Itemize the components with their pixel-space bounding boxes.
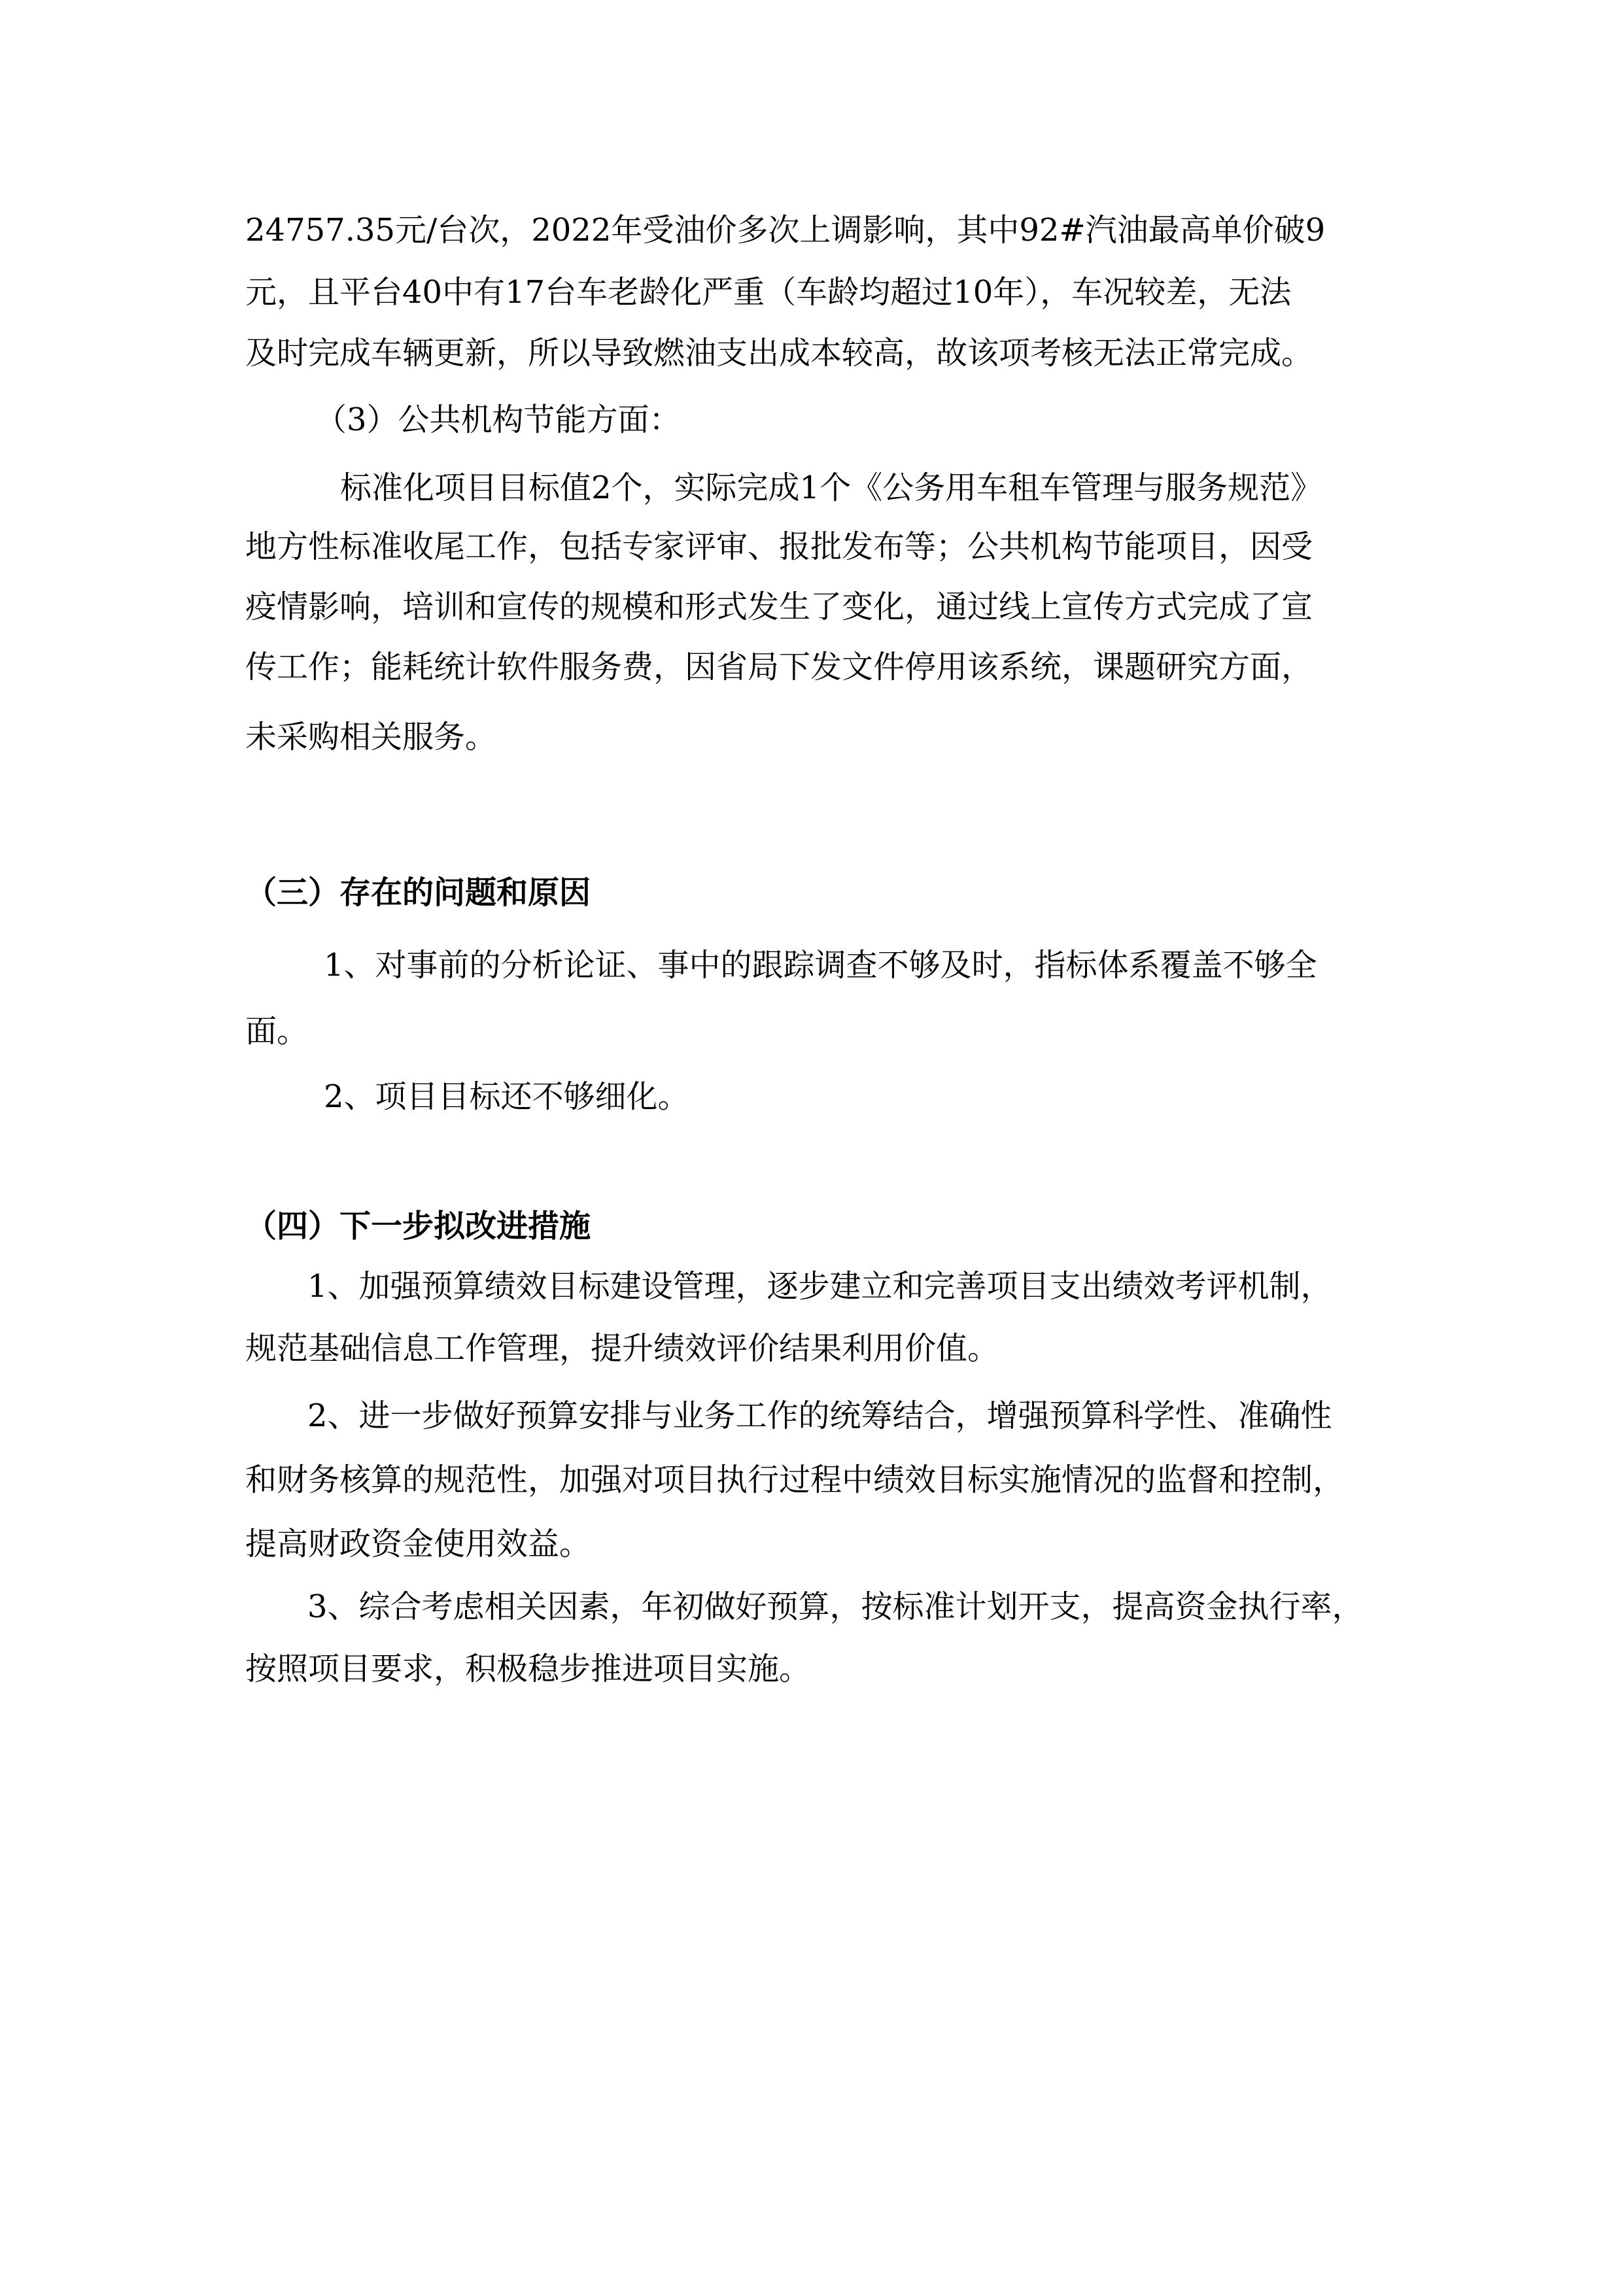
subsection-3-line-2: 地方性标准收尾工作，包括专家评审、报批发布等；公共机构节能项目，因受 bbox=[245, 528, 1313, 565]
section-3-item-2: 2、项目目标还不够细化。 bbox=[324, 1078, 689, 1115]
continuation-line-2: 元，且平台40中有17台车老龄化严重（车龄均超过10年），车况较差，无法 bbox=[245, 274, 1292, 311]
continuation-line-1: 24757.35元/台次，2022年受油价多次上调影响，其中92#汽油最高单价破9 bbox=[245, 212, 1326, 248]
section-4-item-2-line-3: 提高财政资金使用效益。 bbox=[245, 1526, 591, 1562]
section-3-item-1-line-2: 面。 bbox=[245, 1013, 309, 1050]
section-4-item-1-line-1: 1、加强预算绩效目标建设管理，逐步建立和完善项目支出绩效考评机制， bbox=[307, 1268, 1332, 1305]
section-4-item-2-line-1: 2、进一步做好预算安排与业务工作的统筹结合，增强预算科学性、准确性 bbox=[307, 1397, 1332, 1434]
section-4-item-3-line-1: 3、综合考虑相关因素，年初做好预算，按标准计划开支，提高资金执行率， bbox=[307, 1588, 1364, 1625]
section-4-item-2-line-2: 和财务核算的规范性，加强对项目执行过程中绩效目标实施情况的监督和控制， bbox=[245, 1462, 1345, 1498]
subsection-3-line-1: 标准化项目目标值2个，实际完成1个《公务用车租车管理与服务规范》 bbox=[340, 470, 1322, 506]
section-4-heading: （四）下一步拟改进措施 bbox=[245, 1208, 591, 1244]
section-4-item-1-line-2: 规范基础信息工作管理，提升绩效评价结果利用价值。 bbox=[245, 1330, 999, 1367]
subsection-3-line-4: 传工作；能耗统计软件服务费，因省局下发文件停用该系统，课题研究方面， bbox=[245, 649, 1313, 685]
subsection-3-line-3: 疫情影响，培训和宣传的规模和形式发生了变化，通过线上宣传方式完成了宣 bbox=[245, 589, 1313, 625]
continuation-line-3: 及时完成车辆更新，所以导致燃油支出成本较高，故该项考核无法正常完成。 bbox=[245, 335, 1313, 371]
section-4-item-3-line-2: 按照项目要求，积极稳步推进项目实施。 bbox=[245, 1651, 811, 1687]
subsection-3-line-5: 未采购相关服务。 bbox=[245, 719, 497, 755]
section-3-item-1-line-1: 1、对事前的分析论证、事中的跟踪调查不够及时，指标体系覆盖不够全 bbox=[324, 947, 1317, 984]
section-3-heading: （三）存在的问题和原因 bbox=[245, 874, 591, 911]
subsection-3-title: （3）公共机构节能方面： bbox=[315, 402, 681, 438]
